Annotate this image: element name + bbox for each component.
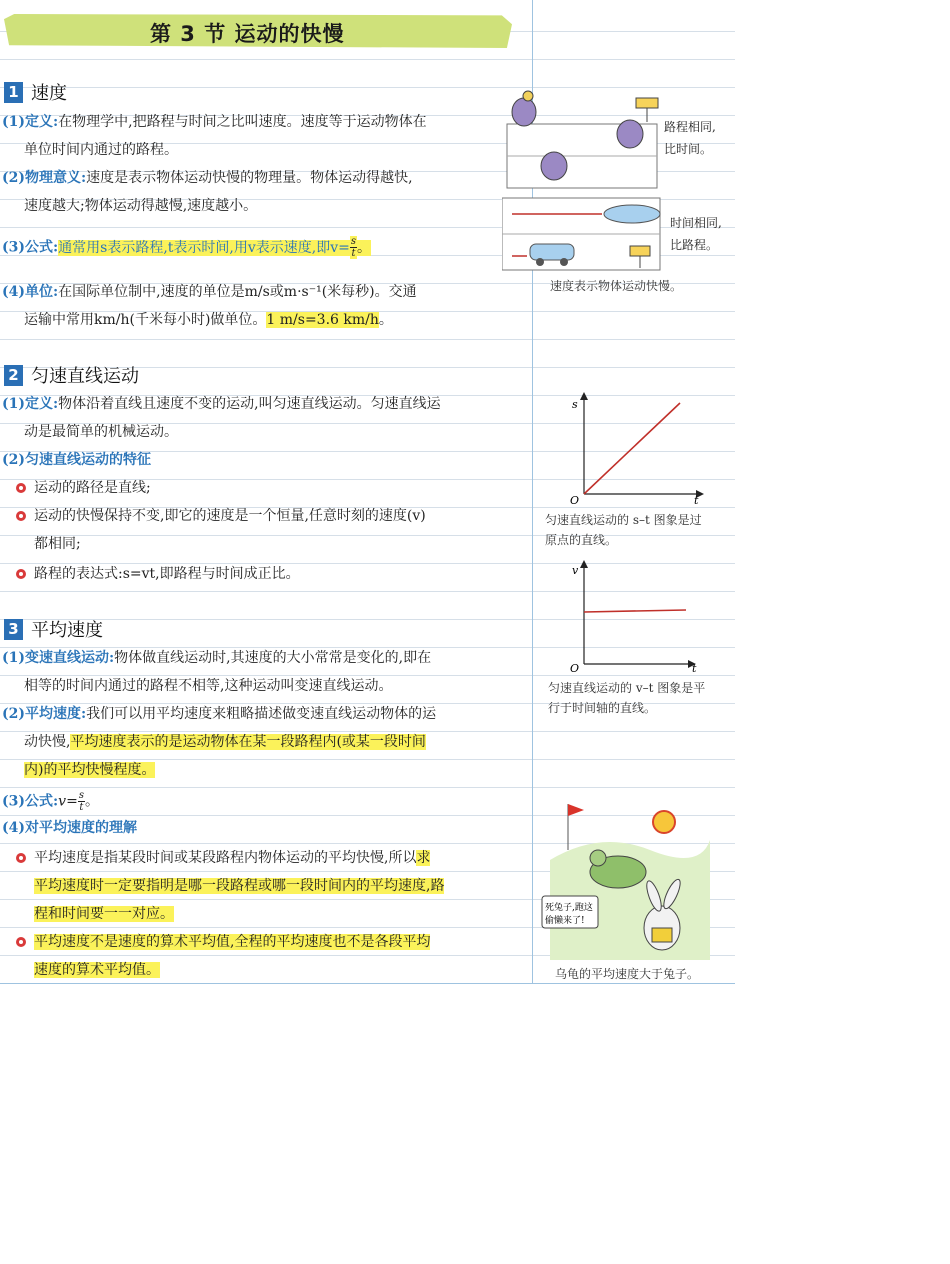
s3-paragraph-1 [2, 648, 431, 668]
s1-paragraph-2 [2, 168, 413, 188]
st-caption [545, 510, 702, 550]
s2-bullet-1: 运动的路径是直线; [34, 480, 151, 496]
v-t-line [584, 610, 686, 612]
s3-p1-label: (1)变速直线运动: [2, 650, 115, 666]
s3-b1-highlight-2: 平均速度时一定要指明是哪一段路程或哪一段时间内的平均速度,路 [34, 878, 445, 894]
speed-fraction [350, 236, 357, 259]
section-number: 2 [4, 365, 23, 386]
section-3-heading [4, 616, 103, 642]
s3-paragraph-4 [2, 818, 137, 838]
s3-b1-text: 平均速度是指某段时间或某段路程内物体运动的平均快慢,所以 [34, 850, 417, 866]
s3-bullet-1-cont [34, 876, 444, 896]
s1-paragraph-1-cont: 单位时间内通过的路程。 [24, 142, 178, 158]
v-axis-label: v [572, 564, 579, 577]
s1-p4-text: 在国际单位制中,速度的单位是m/s或m·s⁻¹(米每秒)。交通 [58, 284, 417, 300]
unit-conversion: 1 m/s=3.6 km/h [266, 312, 379, 328]
bubble-line-2: 偷懒来了! [545, 916, 585, 926]
s3-bullet-1-cont2 [34, 904, 174, 924]
bullet-icon [16, 853, 26, 863]
s1-p1-text: 在物理学中,把路程与时间之比叫速度。速度等于运动物体在 [58, 114, 427, 130]
section-1-heading [4, 79, 67, 105]
caption-line: 匀速直线运动的 s–t 图象是过 [545, 513, 702, 527]
s1-p4-label: (4)单位: [2, 284, 59, 300]
formula-end: 。 [84, 793, 99, 810]
note-line: 时间相同, [670, 216, 722, 230]
section-number: 3 [4, 619, 23, 640]
s3-paragraph-2-cont2 [24, 760, 155, 780]
s2-p1-text: 物体沿着直线且速度不变的运动,叫匀速直线运动。匀速直线运 [58, 396, 441, 412]
caption-line: 匀速直线运动的 v–t 图象是平 [548, 681, 706, 695]
s1-p4-text-b: 运输中常用km/h(千米每小时)做单位。 [24, 312, 267, 328]
s3-b1-highlight-3: 程和时间要一一对应。 [34, 906, 174, 922]
s-axis-label: s [572, 398, 578, 411]
note-same-distance [664, 116, 716, 160]
bullet-icon [16, 569, 26, 579]
section-2-heading [4, 362, 139, 388]
caption-line: 原点的直线。 [545, 533, 618, 547]
bullet-icon [16, 511, 26, 521]
caption-line: 行于时间轴的直线。 [548, 701, 657, 715]
note-same-time [670, 212, 722, 256]
s2-paragraph-2 [2, 450, 151, 470]
formula-end: 。 [357, 239, 372, 256]
s3-b2-highlight: 平均速度不是速度的算术平均值,全程的平均速度也不是各段平均 [34, 934, 431, 950]
s3-b2-highlight-2: 速度的算术平均值。 [34, 962, 160, 978]
bullet-icon [16, 937, 26, 947]
section-title: 平均速度 [31, 620, 103, 641]
s1-paragraph-3 [2, 236, 371, 259]
s3-p1-text: 物体做直线运动时,其速度的大小常常是变化的,即在 [114, 650, 432, 666]
s3-paragraph-3 [2, 790, 99, 813]
s1-paragraph-4-cont [24, 310, 393, 330]
v-t-graph [560, 556, 710, 674]
s3-paragraph-2-cont [24, 732, 426, 752]
origin-label: O [570, 494, 580, 506]
s1-p3-label: (3)公式: [2, 239, 59, 256]
s-t-graph [560, 388, 710, 506]
s2-bullet-2: 运动的快慢保持不变,即它的速度是一个恒量,任意时刻的速度(v) [34, 508, 426, 524]
note-line: 路程相同, [664, 120, 716, 134]
fraction-numerator: s [78, 790, 84, 801]
s2-paragraph-1 [2, 394, 441, 414]
fraction-denominator: t [351, 248, 356, 259]
t-axis-label: t [694, 494, 699, 506]
s2-bullet-3: 路程的表达式:s=vt,即路程与时间成正比。 [34, 566, 300, 582]
s3-b1-highlight: 求 [416, 850, 431, 866]
s2-p2-label: (2)匀速直线运动的特征 [2, 452, 151, 468]
s3-p3-label: (3)公式: [2, 793, 59, 810]
section-title: 匀速直线运动 [31, 366, 139, 387]
s3-paragraph-2 [2, 704, 436, 724]
s3-paragraph-1-cont: 相等的时间内通过的路程不相等,这种运动叫变速直线运动。 [24, 678, 393, 694]
fraction-numerator: s [350, 236, 357, 247]
s2-paragraph-1-cont: 动是最简单的机械运动。 [24, 424, 178, 440]
s3-bullet-2-cont [34, 960, 160, 980]
s3-bullet-1 [34, 848, 430, 868]
average-speed-fraction [78, 790, 85, 813]
section-number: 1 [4, 82, 23, 103]
bubble-line-1: 死兔子,跑这 [545, 903, 593, 913]
speed-caption: 速度表示物体运动快慢。 [550, 279, 683, 293]
s3-p2-label: (2)平均速度: [2, 706, 87, 722]
fraction-denominator: t [79, 802, 84, 813]
note-line: 比路程。 [670, 238, 719, 252]
formula-v: v= [58, 793, 78, 810]
section-title: 速度 [31, 83, 67, 104]
tortoise-caption: 乌龟的平均速度大于兔子。 [555, 967, 700, 981]
s1-p2-label: (2)物理意义: [2, 170, 87, 186]
s2-bullet-2-cont: 都相同; [34, 536, 81, 552]
s-t-line [584, 403, 680, 494]
s3-bullet-2 [34, 932, 430, 952]
speed-illustration [502, 84, 667, 274]
t-axis-label: t [692, 662, 697, 674]
note-line: 比时间。 [664, 142, 713, 156]
s3-p2-text: 我们可以用平均速度来粗略描述做变速直线运动物体的运 [86, 706, 437, 722]
s1-paragraph-4 [2, 282, 417, 302]
tortoise-hare-illustration [540, 800, 715, 962]
s2-p1-label: (1)定义: [2, 396, 59, 412]
vt-caption [548, 678, 705, 718]
bullet-icon [16, 483, 26, 493]
origin-label: O [570, 662, 580, 674]
s1-p1-label: (1)定义: [2, 114, 59, 130]
s1-p4-end: 。 [378, 312, 393, 328]
s1-paragraph-1 [2, 112, 427, 132]
s3-p2-text-b: 动快慢, [24, 734, 71, 750]
s3-p2-highlight-end: 内)的平均快慢程度。 [24, 762, 156, 778]
s1-paragraph-2-cont: 速度越大;物体运动得越慢,速度越小。 [24, 198, 258, 214]
s3-p4-label: (4)对平均速度的理解 [2, 820, 137, 836]
page-title: 第 3 节 运动的快慢 [150, 22, 345, 46]
s3-p2-highlight: 平均速度表示的是运动物体在某一段路程内(或某一段时间 [70, 734, 426, 750]
s1-formula-text: 通常用s表示路程,t表示时间,用v表示速度,即v= [58, 239, 350, 256]
s1-p2-text: 速度是表示物体运动快慢的物理量。物体运动得越快, [86, 170, 413, 186]
